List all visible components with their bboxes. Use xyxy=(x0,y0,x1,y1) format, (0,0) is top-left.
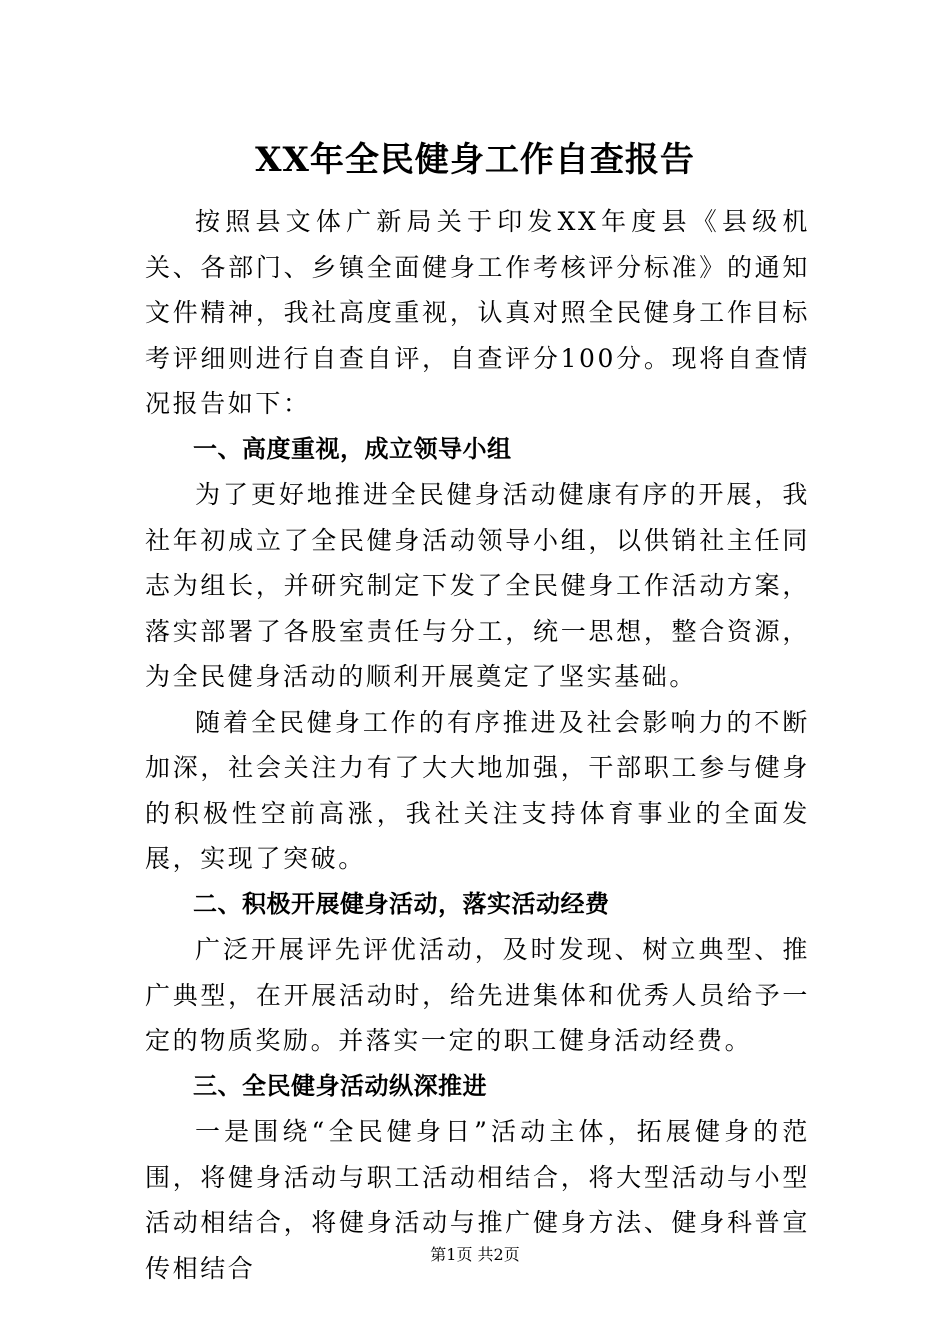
page-number-footer: 第1页 共2页 xyxy=(430,1245,520,1264)
document-title: XX年全民健身工作自查报告 xyxy=(255,140,695,180)
document-body xyxy=(145,199,810,1291)
section-heading-3: 三、全民健身活动纵深推进 xyxy=(193,1071,487,1100)
section-1-paragraph-2: 随着全民健身工作的有序推进及社会影响力的不断加深，社会关注力有了大大地加强，干部职工参与健身的积极性空前高涨，我社关注支持体育事业的全面发展，实现了突破。 xyxy=(145,707,810,873)
section-heading-2: 二、积极开展健身活动，落实活动经费 xyxy=(193,889,610,918)
section-heading-1: 一、高度重视，成立领导小组 xyxy=(193,434,512,463)
section-3-paragraph-1: 一是围绕“全民健身日”活动主体，拓展健身的范围，将健身活动与职工活动相结合，将大型活动与小型活动相结合，将健身活动与推广健身方法、健身科普宣传相结合 xyxy=(145,1117,810,1283)
section-2-paragraph-1: 广泛开展评先评优活动，及时发现、树立典型、推广典型，在开展活动时，给先进集体和优秀人员给予一定的物质奖励。并落实一定的职工健身活动经费。 xyxy=(145,935,810,1055)
section-1-paragraph-1: 为了更好地推进全民健身活动健康有序的开展，我社年初成立了全民健身活动领导小组，以供销社主任同志为组长，并研究制定下发了全民健身工作活动方案，落实部署了各股室责任与分工，统一思想，整合资源，为全民健身活动的顺利开展奠定了坚实基础。 xyxy=(145,480,810,691)
intro-paragraph: 按照县文体广新局关于印发XX年度县《县级机关、各部门、乡镇全面健身工作考核评分标准》的通知文件精神，我社高度重视，认真对照全民健身工作目标考评细则进行自查自评，自查评分100分。现将自查情况报告如下： xyxy=(145,207,810,418)
